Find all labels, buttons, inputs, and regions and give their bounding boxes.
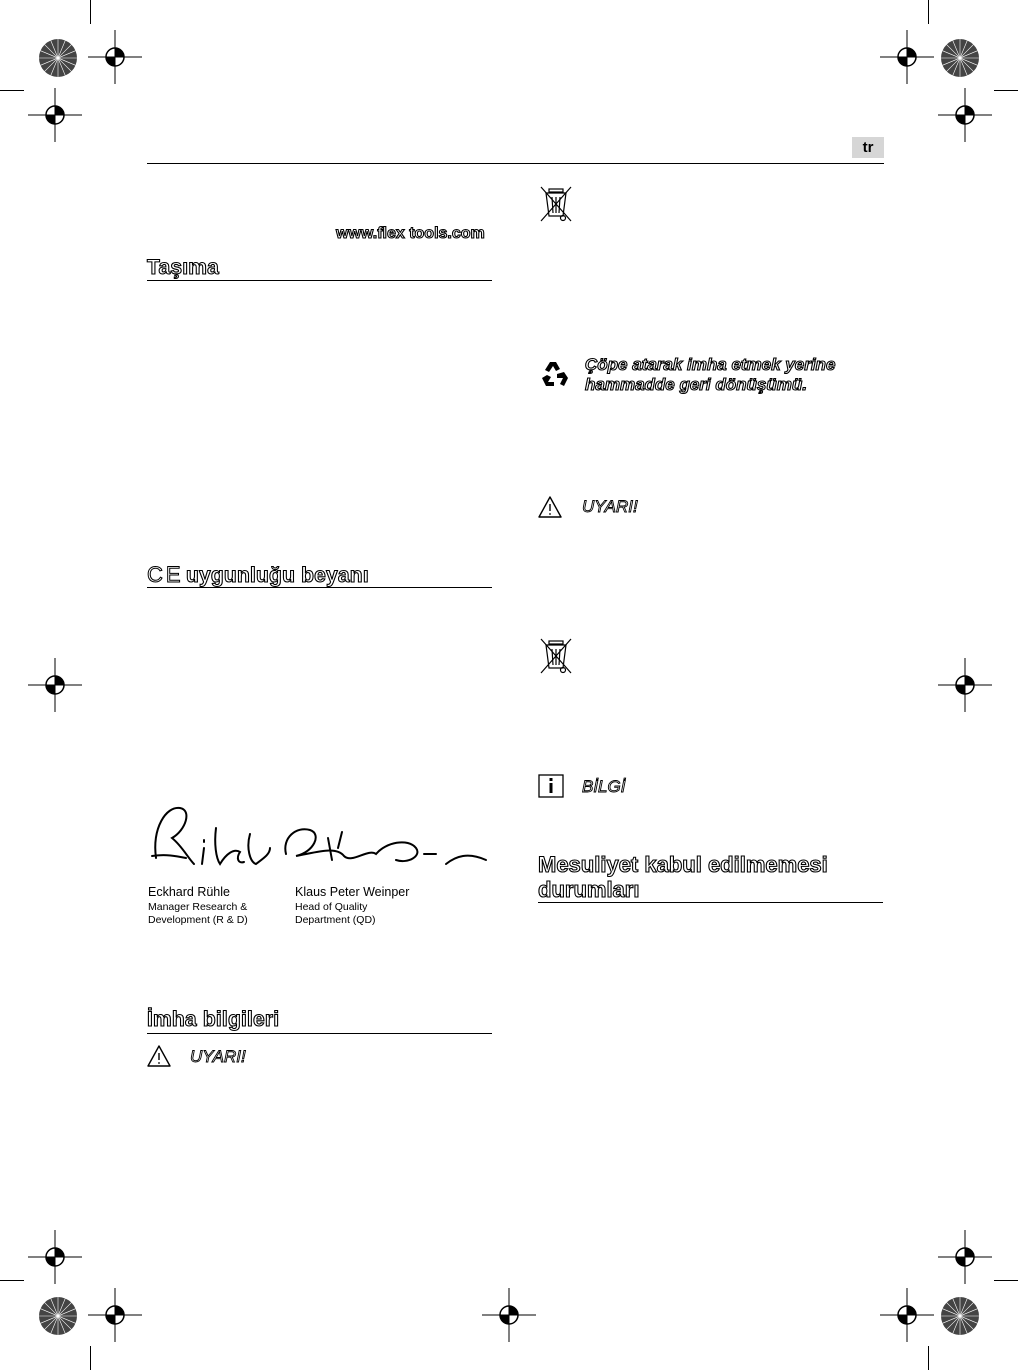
language-tab: tr xyxy=(852,137,884,158)
registration-mark-icon xyxy=(88,1288,142,1342)
warning-triangle-icon xyxy=(537,495,563,524)
info-label: BİLGİ xyxy=(582,777,626,796)
crop-line xyxy=(928,0,929,24)
registration-mark-icon xyxy=(28,88,82,142)
recycle-text: Çöpe atarak imha etmek yerine xyxy=(585,355,836,374)
liability-heading: durumları xyxy=(538,877,640,902)
registration-mark-icon xyxy=(938,88,992,142)
section-rule xyxy=(147,1033,492,1034)
registration-mark-icon xyxy=(88,30,142,84)
color-wheel-icon xyxy=(38,1296,78,1336)
registration-mark-icon xyxy=(28,1230,82,1284)
warning-label: UYARI! xyxy=(582,497,638,516)
registration-mark-icon xyxy=(880,30,934,84)
registration-mark-icon xyxy=(938,1230,992,1284)
crop-line xyxy=(994,1280,1018,1281)
recycle-icon xyxy=(538,358,572,397)
conformity-heading: uygunluğu beyanı xyxy=(186,564,369,587)
color-wheel-icon xyxy=(940,38,980,78)
signer-name: Klaus Peter Weinper xyxy=(295,885,410,899)
transport-heading: Taşıma xyxy=(147,256,220,279)
signer-title: Development (R & D) xyxy=(148,914,248,926)
recycle-text: hammadde geri dönüşümü. xyxy=(585,375,807,394)
crop-line xyxy=(0,1280,24,1281)
section-rule xyxy=(538,902,883,903)
crop-line xyxy=(0,90,24,91)
registration-mark-icon xyxy=(28,658,82,712)
warning-triangle-icon xyxy=(146,1044,172,1073)
crop-line xyxy=(90,1346,91,1370)
section-rule xyxy=(147,280,492,281)
liability-heading: Mesuliyet kabul edilmemesi xyxy=(538,852,828,877)
section-rule xyxy=(147,587,492,588)
crop-line xyxy=(994,90,1018,91)
signer-title: Department (QD) xyxy=(295,914,376,926)
signer-name: Eckhard Rühle xyxy=(148,885,230,899)
registration-mark-icon xyxy=(938,658,992,712)
color-wheel-icon xyxy=(940,1296,980,1336)
disposal-heading: İmha bilgileri xyxy=(147,1008,280,1031)
crop-line xyxy=(90,0,91,24)
ce-logo: CE xyxy=(147,562,184,587)
signer-title: Manager Research & xyxy=(148,901,248,913)
info-icon xyxy=(538,774,564,803)
color-wheel-icon xyxy=(38,38,78,78)
crop-line xyxy=(928,1346,929,1370)
header-rule xyxy=(147,163,884,164)
signature-image xyxy=(146,798,491,893)
registration-mark-icon xyxy=(880,1288,934,1342)
registration-mark-icon xyxy=(482,1288,536,1342)
signer-title: Head of Quality xyxy=(295,901,368,913)
crossed-out-wheelie-bin-icon xyxy=(538,636,574,681)
warning-label: UYARI! xyxy=(190,1047,246,1066)
crossed-out-wheelie-bin-icon xyxy=(538,184,574,229)
website-link[interactable]: www.flex tools.com xyxy=(336,225,485,242)
